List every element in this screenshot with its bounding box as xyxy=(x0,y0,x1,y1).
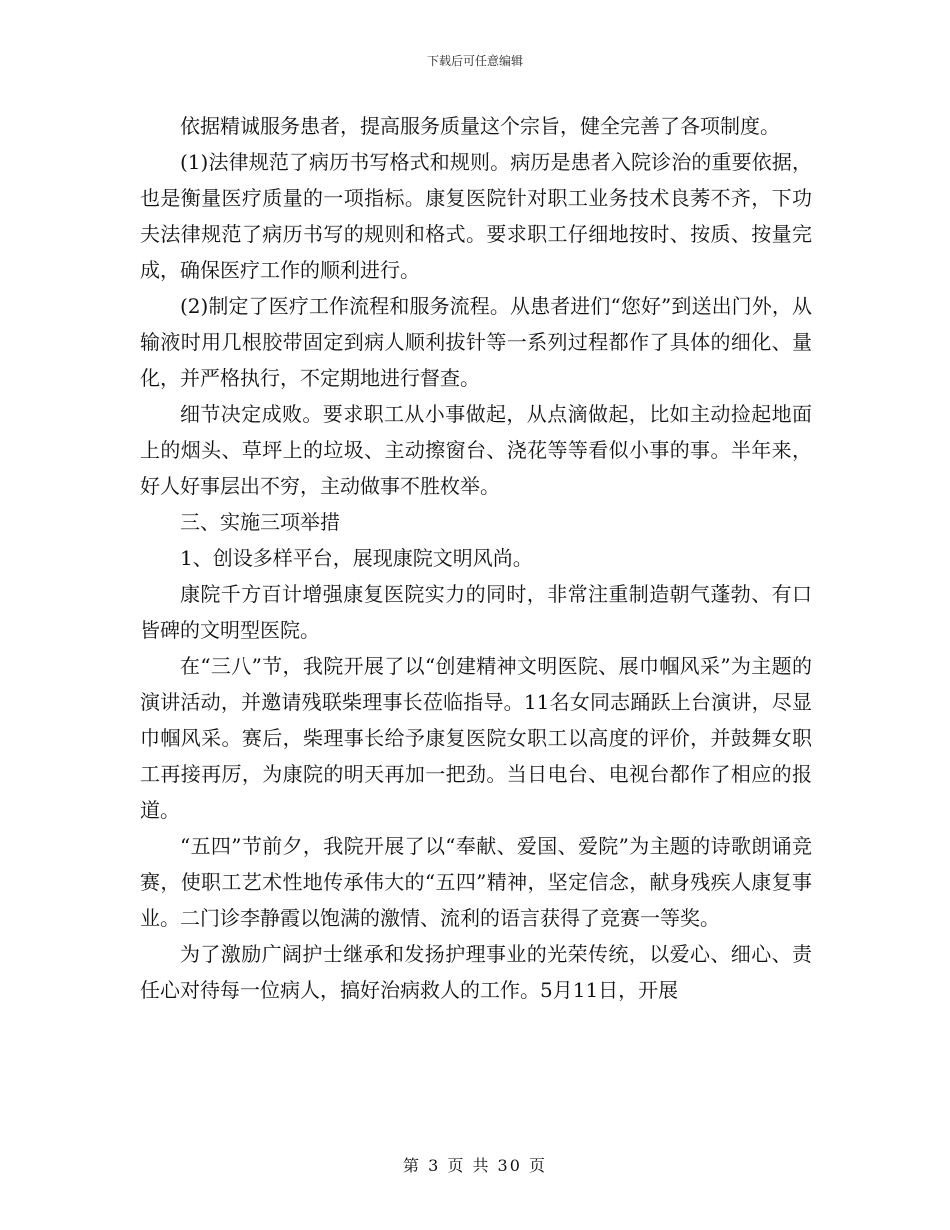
page-header: 下载后可任意编辑 xyxy=(426,54,523,68)
paragraph: (2)制定了医疗工作流程和服务流程。从患者进们“您好”到送出门外，从输液时用几根胶带固定到病人顺利拔针等一系列过程都作了具体的细化、量化，并严格执行，不定期地进行督查。 xyxy=(140,294,812,390)
paragraph: “五四”节前夕，我院开展了以“奉献、爱国、爱院”为主题的诗歌朗诵竞赛，使职工艺术性地传承伟大的“五四”精神，坚定信念，献身残疾人康复事业。二门诊李静霞以饱满的激情、流利的语言获得了竞赛一等奖。 xyxy=(140,834,812,930)
paragraph: (1)法律规范了病历书写格式和规则。病历是患者入院诊治的重要依据，也是衡量医疗质量的一项指标。康复医院针对职工业务技术良莠不齐，下功夫法律规范了病历书写的规则和格式。要求职工仔细地按时、按质、按量完成，确保医疗工作的顺利进行。 xyxy=(140,150,812,282)
paragraph: 依据精诚服务患者，提高服务质量这个宗旨，健全完善了各项制度。 xyxy=(180,114,780,138)
page-number: 第 3 页 共 30 页 xyxy=(403,1156,547,1175)
paragraph: 康院千方百计增强康复医院实力的同时，非常注重制造朝气蓬勃、有口皆碑的文明型医院。 xyxy=(140,582,812,642)
paragraph: 细节决定成败。要求职工从小事做起，从点滴做起，比如主动捡起地面上的烟头、草坪上的垃圾、主动擦窗台、浇花等等看似小事的事。半年来，好人好事层出不穷，主动做事不胜枚举。 xyxy=(140,402,812,498)
paragraph: 为了激励广阔护士继承和发扬护理事业的光荣传统，以爱心、细心、责任心对待每一位病人，搞好治病救人的工作。5月11日，开展 xyxy=(140,942,812,1002)
subsection-heading: 1、创设多样平台，展现康院文明风尚。 xyxy=(180,546,533,570)
section-heading: 三、实施三项举措 xyxy=(180,510,340,534)
paragraph: 在“三八”节，我院开展了以“创建精神文明医院、展巾帼风采”为主题的演讲活动，并邀请残联柴理事长莅临指导。11名女同志踊跃上台演讲，尽显巾帼风采。赛后，柴理事长给予康复医院女职工以高度的评价，并鼓舞女职工再接再厉，为康院的明天再加一把劲。当日电台、电视台都作了相应的报道。 xyxy=(140,654,812,822)
document-body xyxy=(140,108,812,1008)
